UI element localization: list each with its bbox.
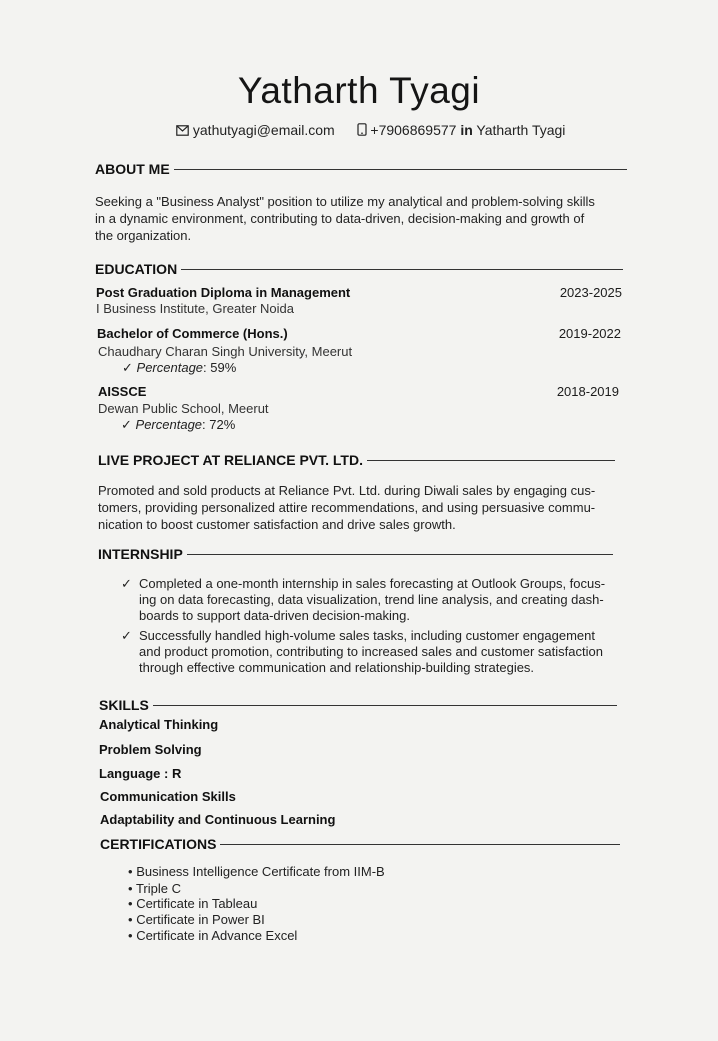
section-rule (220, 844, 620, 845)
candidate-name: Yatharth Tyagi (237, 70, 481, 111)
section-internship (98, 546, 613, 562)
skill-item: Adaptability and Continuous Learning (100, 812, 336, 827)
section-title: SKILLS (99, 697, 149, 713)
skill-item: Communication Skills (100, 789, 236, 804)
education-item (97, 326, 621, 341)
percentage-line (121, 417, 235, 433)
degree: Bachelor of Commerce (Hons.) (97, 326, 288, 341)
school: Chaudhary Charan Singh University, Meerut (98, 344, 353, 359)
bullet-icon: • (128, 912, 133, 927)
years: 2019-2022 (558, 326, 621, 341)
text-line: Promoted and sold products at Reliance Pvt. Ltd. during Diwali sales by engaging cus- (98, 483, 596, 498)
section-rule (187, 554, 613, 555)
education-item (98, 384, 619, 399)
certification-item (128, 912, 265, 927)
text-line: ing on data forecasting, data visualization, trend line analysis, and creating dash- (139, 592, 604, 607)
percentage-value: : 59% (203, 360, 237, 375)
text-line: in a dynamic environment, contributing to data-driven, decision-making and growth of (95, 211, 585, 226)
school: Dewan Public School, Meerut (98, 401, 269, 416)
contact-line (176, 122, 565, 139)
certification-text: Certificate in Advance Excel (136, 928, 298, 943)
section-certifications (100, 836, 620, 852)
bullet-icon: • (128, 928, 133, 943)
section-skills (99, 697, 617, 713)
section-title: CERTIFICATIONS (100, 836, 217, 852)
phone-text[interactable]: +7906869577 (370, 122, 457, 138)
text-line: through effective communication and relationship-building strategies. (139, 660, 535, 675)
text-line: Completed a one-month internship in sales forecasting at Outlook Groups, focus- (139, 576, 606, 591)
skill-item: Language : R (99, 766, 182, 781)
years: 2018-2019 (556, 384, 619, 399)
skill-item: Problem Solving (99, 742, 202, 757)
text-line: boards to support data-driven decision-making. (139, 608, 410, 623)
certification-text: Triple C (135, 881, 181, 896)
envelope-icon (176, 123, 189, 139)
certification-text: Certificate in Tableau (136, 896, 258, 911)
bullet-icon: • (128, 896, 133, 911)
bullet-icon: • (128, 864, 133, 879)
internship-item (121, 628, 621, 676)
check-icon: ✓ (122, 360, 133, 375)
certification-item (128, 896, 257, 911)
section-title: ABOUT ME (95, 161, 170, 177)
text-line: nication to boost customer satisfaction and drive sales growth. (98, 517, 456, 532)
percentage-line (122, 360, 236, 376)
section-rule (367, 460, 615, 461)
degree: AISSCE (98, 384, 147, 399)
email-text[interactable]: yathutyagi@email.com (192, 122, 335, 138)
section-rule (174, 169, 627, 170)
section-education (95, 261, 623, 277)
years: 2023-2025 (559, 285, 622, 300)
linkedin-icon: in (460, 122, 473, 138)
check-icon: ✓ (121, 576, 132, 591)
section-about (95, 161, 627, 177)
school: I Business Institute, Greater Noida (96, 301, 294, 316)
percentage-value: : 72% (202, 417, 236, 432)
degree: Post Graduation Diploma in Management (96, 285, 351, 300)
certification-text: Business Intelligence Certificate from IIM-B (136, 864, 385, 879)
section-title: INTERNSHIP (98, 546, 183, 562)
section-title: LIVE PROJECT AT RELIANCE PVT. LTD. (98, 452, 363, 468)
bullet-icon: • (128, 881, 133, 896)
text-line: the organization. (95, 228, 192, 243)
education-item (96, 285, 622, 300)
percentage-label: Percentage (135, 417, 203, 432)
certification-item (128, 864, 385, 879)
text-line: and product promotion, contributing to increased sales and customer satisfaction (139, 644, 603, 659)
about-text (95, 193, 635, 244)
linkedin-text[interactable]: Yatharth Tyagi (476, 122, 566, 138)
text-line: Seeking a "Business Analyst" position to utilize my analytical and problem-solving skills (95, 194, 595, 209)
section-title: EDUCATION (95, 261, 178, 277)
phone-icon (357, 123, 367, 139)
project-text (98, 482, 628, 533)
check-icon: ✓ (121, 628, 132, 643)
certification-text: Certificate in Power BI (136, 912, 265, 927)
text-line: tomers, providing personalized attire recommendations, and using persuasive commu- (98, 500, 596, 515)
section-rule (181, 269, 623, 270)
skill-item: Analytical Thinking (99, 717, 219, 732)
section-project (98, 452, 615, 468)
text-line: Successfully handled high-volume sales tasks, including customer engagement (139, 628, 595, 643)
check-icon: ✓ (121, 417, 132, 432)
certification-item (128, 928, 297, 943)
section-rule (153, 705, 617, 706)
certification-item (128, 881, 181, 896)
internship-item (121, 576, 621, 624)
percentage-label: Percentage (136, 360, 204, 375)
